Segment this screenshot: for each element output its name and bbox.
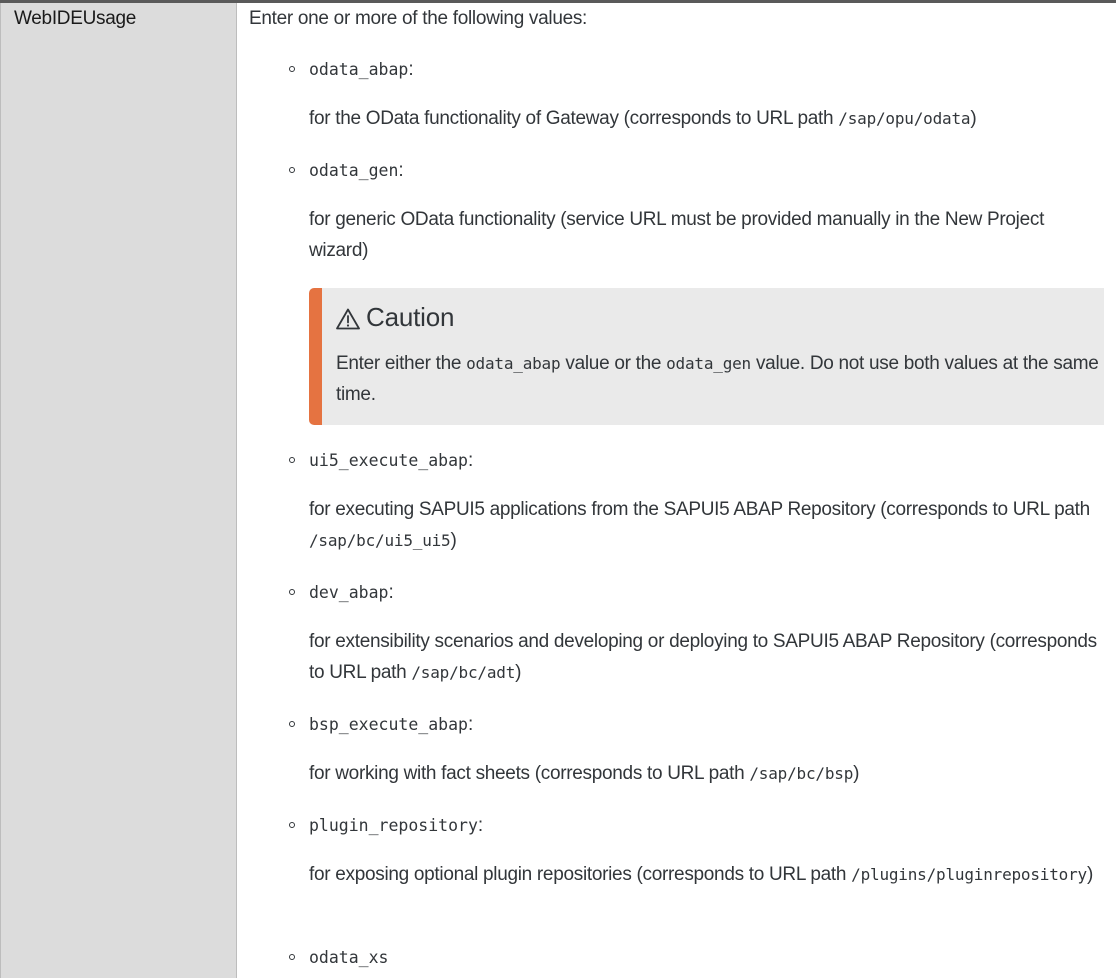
parameter-value-cell — [237, 3, 1116, 978]
value-description: for exposing optional plugin repositories (corresponds to URL path /plugins/pluginrepository) — [309, 864, 1093, 885]
value-code: odata_abap: — [309, 59, 414, 80]
value-description: for working with fact sheets (corresponds to URL path /sap/bc/bsp) — [309, 763, 860, 784]
bullet-icon — [289, 457, 295, 463]
caution-box — [309, 288, 1104, 425]
parameter-name-cell — [0, 3, 237, 978]
value-description: for extensibility scenarios and developing or deploying to SAPUI5 ABAP Repository (corresponds to URL path /sap/bc/adt) — [309, 631, 1097, 683]
bullet-icon — [289, 167, 295, 173]
value-code: plugin_repository: — [309, 815, 484, 836]
bullet-icon — [289, 589, 295, 595]
bullet-icon — [289, 822, 295, 828]
bullet-icon — [289, 954, 295, 960]
parameter-name: WebIDEUsage — [14, 8, 137, 29]
value-intro-text: Enter one or more of the following values: — [249, 8, 588, 29]
value-code: bsp_execute_abap: — [309, 714, 474, 735]
value-code: odata_gen: — [309, 160, 404, 181]
caution-title: Caution — [336, 302, 454, 332]
warning-triangle-icon — [336, 308, 360, 330]
caution-text: Enter either the odata_abap value or the odata_gen value. Do not use both values at the same time. — [336, 353, 1099, 405]
bullet-icon — [289, 721, 295, 727]
value-code: dev_abap: — [309, 582, 394, 603]
bullet-icon — [289, 66, 295, 72]
value-description: for the OData functionality of Gateway (corresponds to URL path /sap/opu/odata) — [309, 108, 977, 129]
value-code: ui5_execute_abap: — [309, 450, 474, 471]
value-description: for executing SAPUI5 applications from the SAPUI5 ABAP Repository (corresponds to URL path /sap/bc/ui5_ui5) — [309, 499, 1090, 551]
value-code: odata_xs — [309, 948, 389, 967]
value-description: for generic OData functionality (service URL must be provided manually in the New Project wizard) — [309, 209, 1045, 261]
